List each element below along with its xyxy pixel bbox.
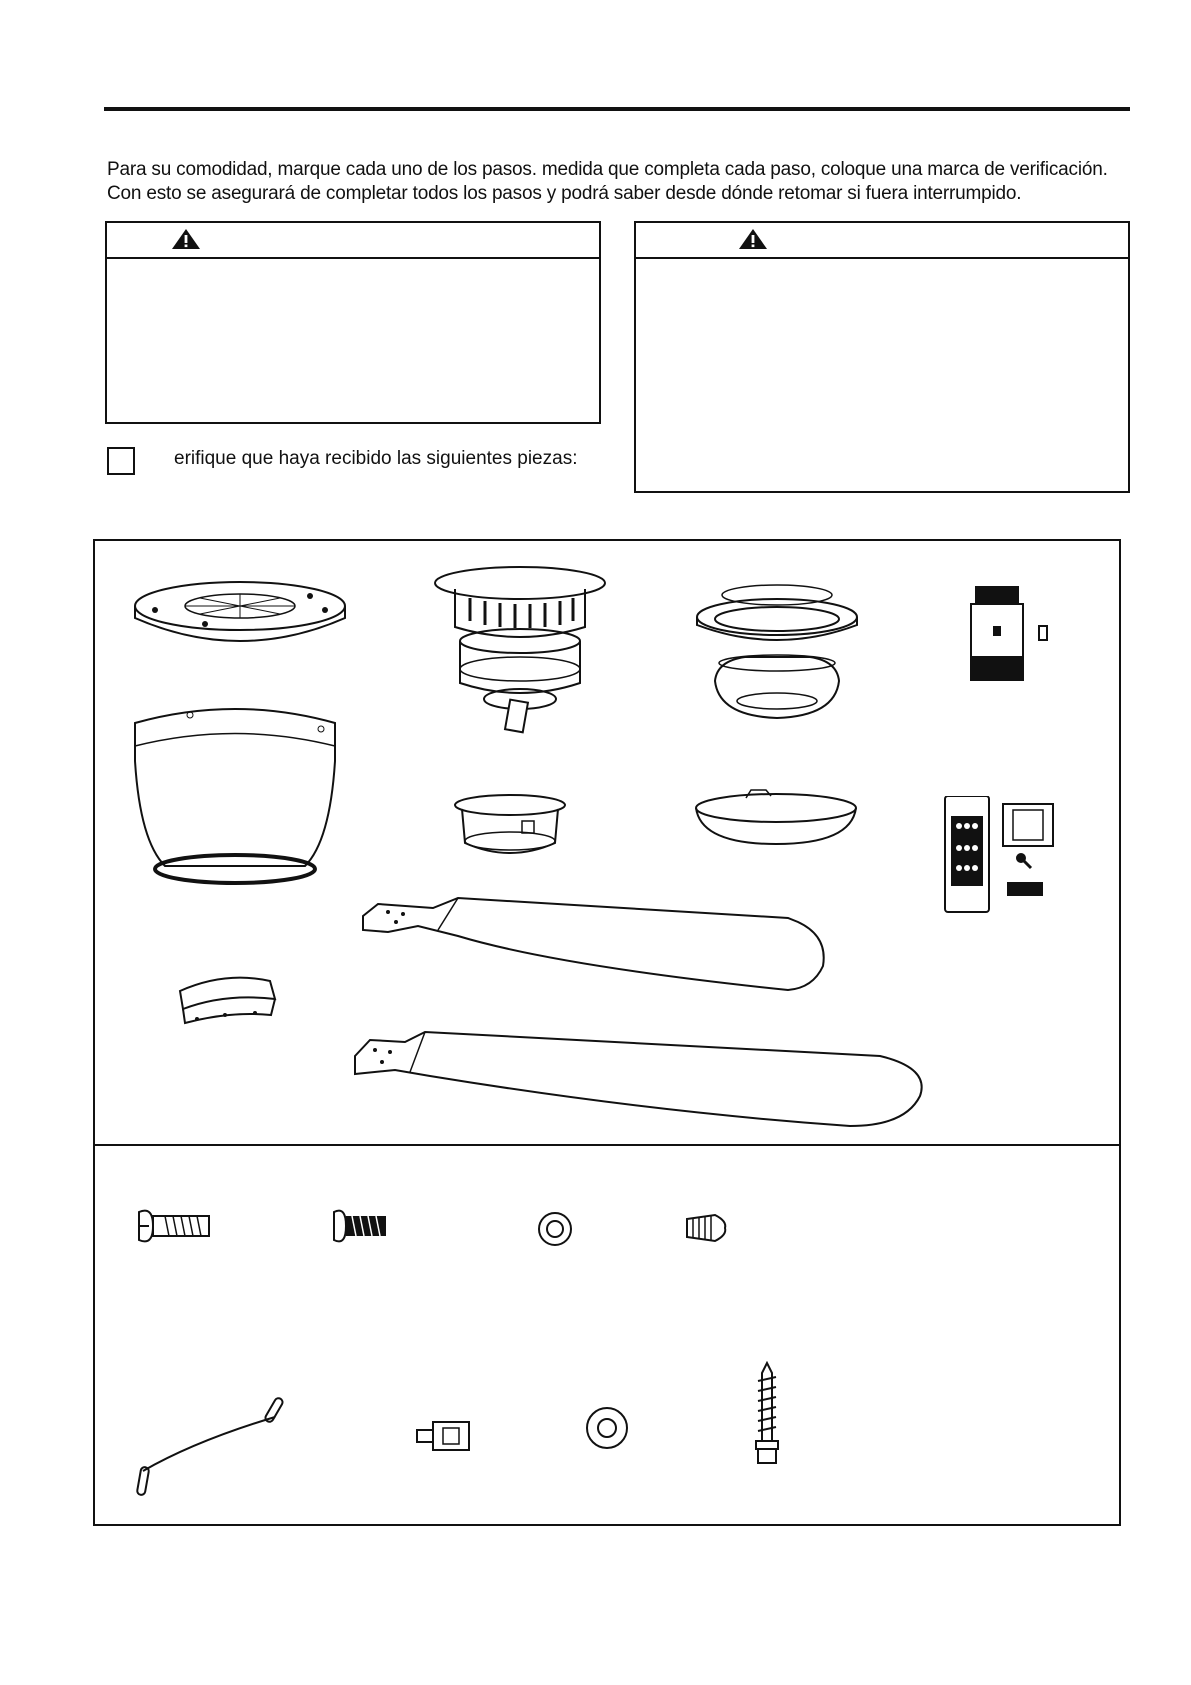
remote-control-illustration bbox=[943, 796, 1083, 916]
blade-screw-icon bbox=[330, 1206, 390, 1246]
washer-icon bbox=[537, 1211, 573, 1247]
warning-triangle-icon bbox=[171, 228, 201, 250]
parts-check-label: erifique que haya recibido las siguientes piezas: bbox=[174, 448, 578, 469]
safety-cable-icon bbox=[135, 1391, 295, 1501]
intro-line-2: Con esto se asegurará de completar todos los pasos y podrá saber desde dónde retomar si fuera interrumpido. bbox=[107, 183, 1022, 204]
motor-assembly-illustration bbox=[430, 563, 610, 738]
warning-box-left-header bbox=[107, 223, 599, 259]
canopy-illustration bbox=[125, 701, 345, 886]
receiver-illustration bbox=[967, 586, 1067, 696]
intro-line-1: Para su comodidad, marque cada uno de los pasos. medida que completa cada paso, coloque una marca de verificación. bbox=[107, 159, 1108, 180]
wire-nut-icon bbox=[685, 1213, 729, 1243]
header-rule bbox=[104, 107, 1130, 111]
warning-triangle-icon bbox=[738, 228, 768, 250]
parts-checkbox[interactable] bbox=[107, 447, 135, 475]
wood-screw-icon bbox=[750, 1361, 784, 1471]
parts-panel bbox=[93, 539, 1121, 1526]
parts-divider bbox=[95, 1144, 1119, 1146]
light-kit-illustration bbox=[695, 581, 865, 721]
warning-box-left bbox=[105, 221, 601, 424]
warning-box-right-header bbox=[636, 223, 1128, 259]
machine-screw-icon bbox=[135, 1206, 215, 1246]
warning-box-right bbox=[634, 221, 1130, 493]
fan-blade-illustration bbox=[358, 896, 948, 1036]
large-washer-icon bbox=[585, 1406, 629, 1450]
intro-text bbox=[107, 158, 1137, 206]
locking-clip-icon bbox=[415, 1416, 475, 1456]
bracket-illustration bbox=[175, 971, 285, 1031]
mounting-plate-illustration bbox=[125, 574, 355, 654]
switch-housing-illustration bbox=[450, 791, 570, 866]
glass-shade-illustration bbox=[691, 786, 861, 846]
